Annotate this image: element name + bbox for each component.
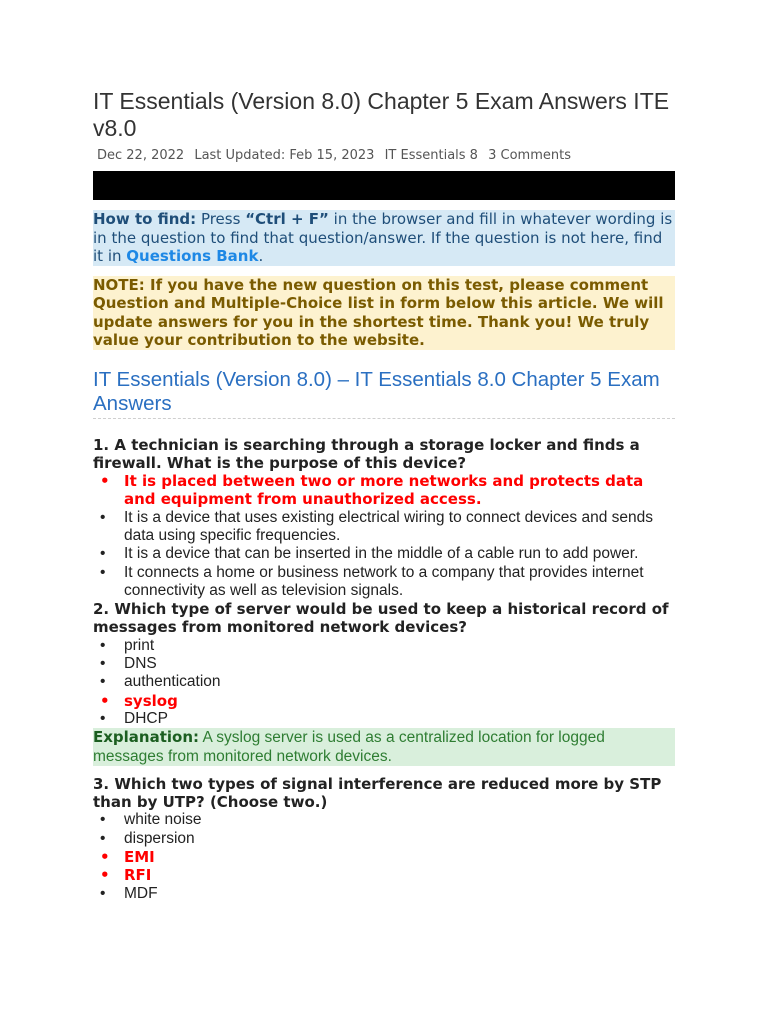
how-to-find-text-1: Press	[196, 210, 246, 228]
option-correct: • EMI	[93, 848, 675, 866]
question-1: 1. A technician is searching through a storage locker and finds a firewall. What is the purpose of this device?	[93, 435, 640, 472]
comments-link[interactable]: 3 Comments	[488, 148, 571, 163]
explanation-box	[93, 728, 675, 766]
ad-banner	[93, 171, 675, 200]
note-box: NOTE: If you have the new question on this test, please comment Question and Multiple-Choice list in form below this article. We will update answers for you in the shortest time. Thank you! We truly value your contribution to the website.	[93, 276, 675, 350]
article	[93, 88, 675, 903]
option: • MDF	[93, 885, 675, 903]
option: • dispersion	[93, 830, 675, 848]
question-2: 2. Which type of server would be used to keep a historical record of messages from monitored network devices?	[93, 600, 669, 637]
option: • DNS	[93, 655, 675, 673]
section-title: IT Essentials (Version 8.0) – IT Essentials 8.0 Chapter 5 Exam Answers	[93, 368, 675, 419]
option: • white noise	[93, 811, 675, 829]
shortcut-text: “Ctrl + F”	[245, 210, 329, 228]
post-meta	[93, 148, 675, 163]
how-to-find-box	[93, 210, 675, 266]
questions-bank-link[interactable]: Questions Bank	[126, 247, 259, 265]
page-title: IT Essentials (Version 8.0) Chapter 5 Exam Answers ITE v8.0	[93, 88, 670, 141]
option: • It is a device that can be inserted in the middle of a cable run to add power.	[93, 545, 675, 563]
option-correct: • RFI	[93, 866, 675, 884]
options-2	[93, 637, 675, 728]
option: • print	[93, 637, 675, 655]
category-link[interactable]: IT Essentials 8	[384, 148, 478, 163]
how-to-find-text-3: .	[258, 247, 264, 265]
explanation-text: A syslog server is used as a centralized location for logged messages from monitored network devices.	[93, 729, 605, 765]
options-3	[93, 811, 675, 902]
question-list	[93, 436, 675, 903]
option: • authentication	[93, 673, 675, 691]
option-correct: • It is placed between two or more networks and protects data and equipment from unauthorized access.	[93, 472, 675, 509]
option: • It is a device that uses existing electrical wiring to connect devices and sends data using specific frequencies.	[93, 509, 675, 546]
post-date: Dec 22, 2022	[97, 148, 185, 163]
option: • It connects a home or business network to a company that provides internet connectivity as well as television signals.	[93, 564, 675, 601]
last-updated: Last Updated: Feb 15, 2023	[194, 148, 375, 163]
options-1	[93, 472, 675, 600]
how-to-find-label: How to find:	[93, 210, 197, 228]
question-3: 3. Which two types of signal interference are reduced more by STP than by UTP? (Choose two.)	[93, 774, 662, 812]
how-to-find-text-2: in the browser and fill in whatever wording is in the question to find that question/answer. If the question is not here, find it in	[93, 210, 673, 265]
explanation-label: Explanation:	[93, 728, 200, 747]
option: • DHCP	[93, 710, 675, 728]
option-correct: • syslog	[93, 692, 675, 710]
